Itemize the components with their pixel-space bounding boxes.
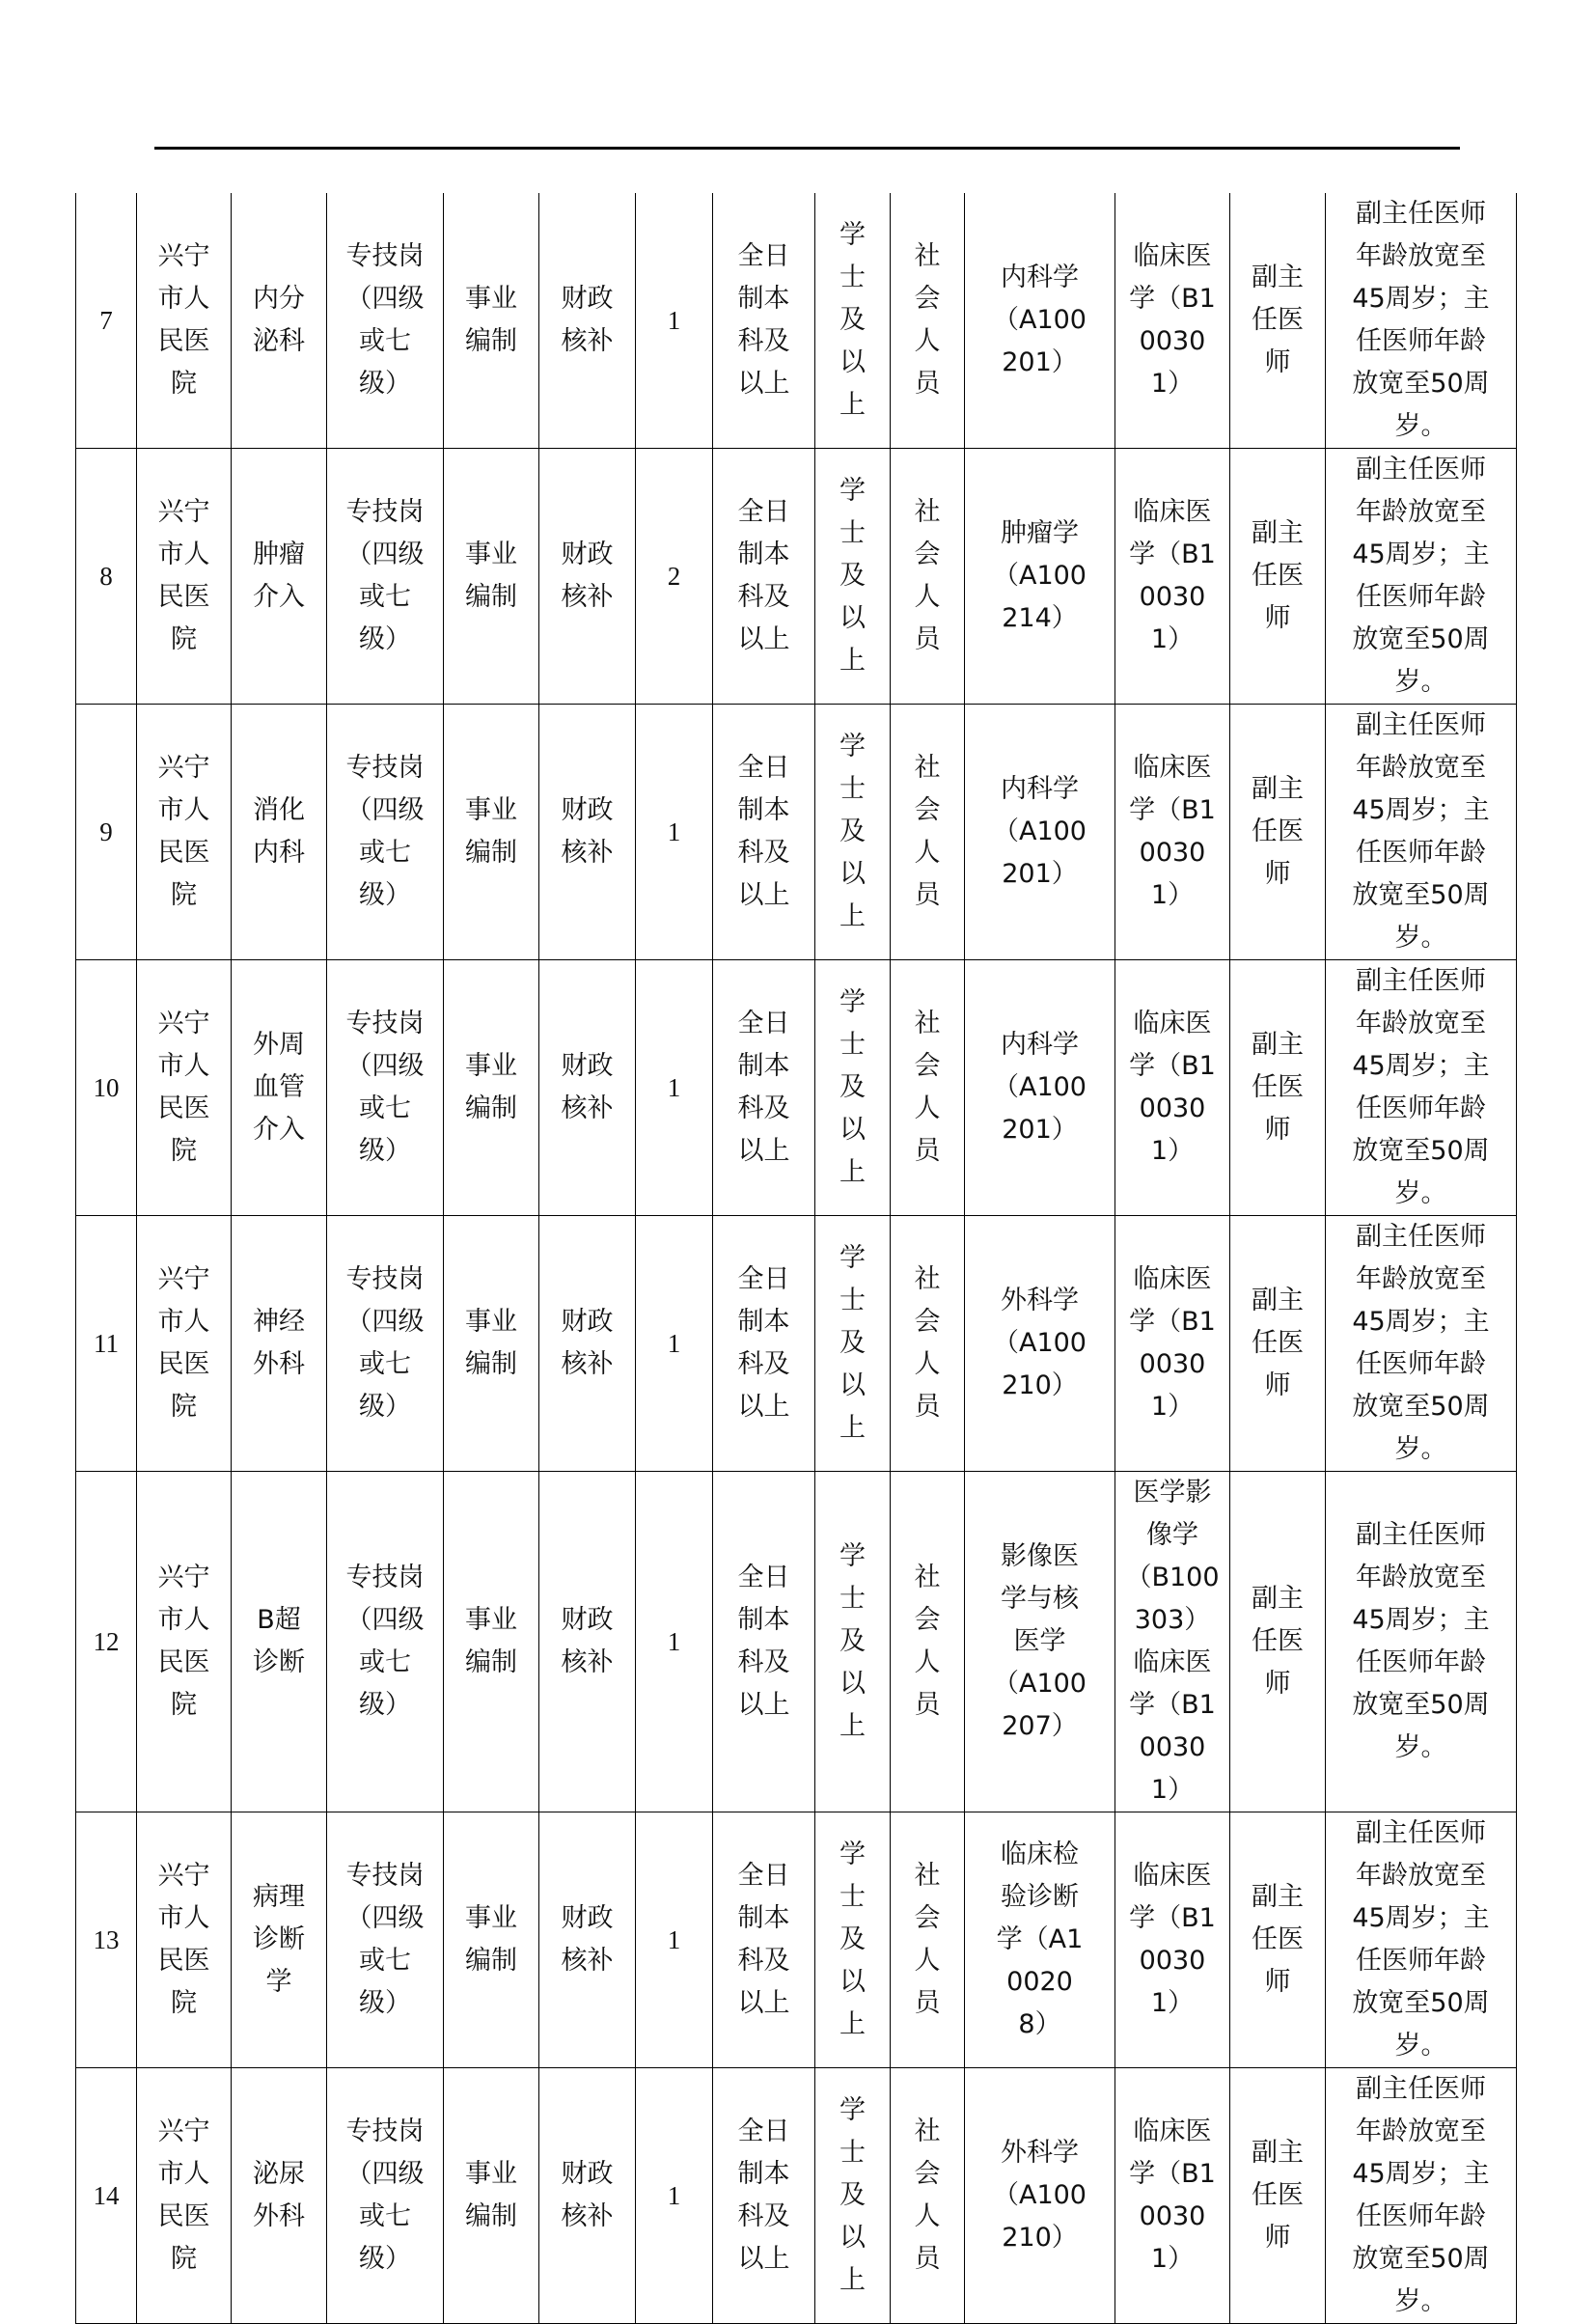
cell-title: 副主任医师: [1230, 2068, 1326, 2324]
cell-post: 专技岗（四级或七级）: [327, 960, 444, 1216]
cell-funding: 财政核补: [539, 2068, 636, 2324]
table-row: [76, 2068, 1517, 2324]
cell-count: 2: [636, 449, 713, 705]
cell-count: 1: [636, 1472, 713, 1812]
cell-employer: 兴宁市人民医院: [137, 1812, 232, 2068]
cell-major-a: 肿瘤学（A100214）: [965, 449, 1115, 705]
cell-notes: 副主任医师年龄放宽至45周岁；主任医师年龄放宽至50周岁。: [1326, 1216, 1517, 1472]
cell-degree: 学士及以上: [815, 705, 891, 960]
cell-funding: 财政核补: [539, 449, 636, 705]
cell-education: 全日制本科及以上: [713, 705, 815, 960]
cell-major-b: 临床医学（B100301）: [1115, 1216, 1230, 1472]
cell-education: 全日制本科及以上: [713, 960, 815, 1216]
cell-dept: B超诊断: [232, 1472, 327, 1812]
cell-staffing: 事业编制: [444, 960, 539, 1216]
cell-funding: 财政核补: [539, 1812, 636, 2068]
cell-post: 专技岗（四级或七级）: [327, 1216, 444, 1472]
cell-education: 全日制本科及以上: [713, 2068, 815, 2324]
cell-major-a: 内科学（A100201）: [965, 193, 1115, 449]
cell-target: 社会人员: [891, 1812, 965, 2068]
cell-dept: 病理诊断学: [232, 1812, 327, 2068]
cell-major-b: 临床医学（B100301）: [1115, 449, 1230, 705]
cell-staffing: 事业编制: [444, 1216, 539, 1472]
cell-target: 社会人员: [891, 1216, 965, 1472]
cell-staffing: 事业编制: [444, 193, 539, 449]
cell-target: 社会人员: [891, 449, 965, 705]
cell-post: 专技岗（四级或七级）: [327, 1812, 444, 2068]
cell-funding: 财政核补: [539, 960, 636, 1216]
cell-major-b: 临床医学（B100301）: [1115, 960, 1230, 1216]
cell-notes: 副主任医师年龄放宽至45周岁；主任医师年龄放宽至50周岁。: [1326, 2068, 1517, 2324]
cell-funding: 财政核补: [539, 1472, 636, 1812]
cell-staffing: 事业编制: [444, 2068, 539, 2324]
cell-notes: 副主任医师年龄放宽至45周岁；主任医师年龄放宽至50周岁。: [1326, 705, 1517, 960]
cell-education: 全日制本科及以上: [713, 1216, 815, 1472]
cell-major-a: 外科学（A100210）: [965, 1216, 1115, 1472]
cell-post: 专技岗（四级或七级）: [327, 1472, 444, 1812]
cell-degree: 学士及以上: [815, 2068, 891, 2324]
cell-degree: 学士及以上: [815, 449, 891, 705]
cell-dept: 泌尿外科: [232, 2068, 327, 2324]
cell-major-b: 医学影像学（B100303）临床医学（B100301）: [1115, 1472, 1230, 1812]
cell-funding: 财政核补: [539, 193, 636, 449]
cell-degree: 学士及以上: [815, 193, 891, 449]
cell-title: 副主任医师: [1230, 960, 1326, 1216]
cell-no: 13: [76, 1812, 137, 2068]
cell-education: 全日制本科及以上: [713, 449, 815, 705]
cell-major-a: 临床检验诊断学（A100208）: [965, 1812, 1115, 2068]
cell-post: 专技岗（四级或七级）: [327, 2068, 444, 2324]
cell-target: 社会人员: [891, 193, 965, 449]
cell-major-b: 临床医学（B100301）: [1115, 2068, 1230, 2324]
cell-degree: 学士及以上: [815, 1216, 891, 1472]
cell-count: 1: [636, 960, 713, 1216]
cell-no: 7: [76, 193, 137, 449]
cell-title: 副主任医师: [1230, 1812, 1326, 2068]
cell-count: 1: [636, 193, 713, 449]
cell-target: 社会人员: [891, 2068, 965, 2324]
cell-title: 副主任医师: [1230, 1472, 1326, 1812]
cell-employer: 兴宁市人民医院: [137, 449, 232, 705]
cell-dept: 消化内科: [232, 705, 327, 960]
cell-employer: 兴宁市人民医院: [137, 2068, 232, 2324]
cell-degree: 学士及以上: [815, 1472, 891, 1812]
cell-dept: 神经外科: [232, 1216, 327, 1472]
cell-target: 社会人员: [891, 1472, 965, 1812]
cell-major-a: 外科学（A100210）: [965, 2068, 1115, 2324]
cell-no: 14: [76, 2068, 137, 2324]
table-row: [76, 449, 1517, 705]
cell-dept: 外周血管介入: [232, 960, 327, 1216]
cell-funding: 财政核补: [539, 1216, 636, 1472]
cell-staffing: 事业编制: [444, 705, 539, 960]
cell-dept: 肿瘤介入: [232, 449, 327, 705]
header-rule: [154, 147, 1460, 150]
cell-title: 副主任医师: [1230, 193, 1326, 449]
cell-notes: 副主任医师年龄放宽至45周岁；主任医师年龄放宽至50周岁。: [1326, 449, 1517, 705]
cell-dept: 内分泌科: [232, 193, 327, 449]
table-row: [76, 1472, 1517, 1812]
cell-count: 1: [636, 1812, 713, 2068]
table-row: [76, 193, 1517, 449]
cell-employer: 兴宁市人民医院: [137, 193, 232, 449]
cell-title: 副主任医师: [1230, 449, 1326, 705]
cell-staffing: 事业编制: [444, 449, 539, 705]
cell-staffing: 事业编制: [444, 1812, 539, 2068]
table-row: [76, 1216, 1517, 1472]
cell-major-a: 影像医学与核医学（A100207）: [965, 1472, 1115, 1812]
cell-major-b: 临床医学（B100301）: [1115, 1812, 1230, 2068]
cell-post: 专技岗（四级或七级）: [327, 449, 444, 705]
cell-education: 全日制本科及以上: [713, 193, 815, 449]
cell-no: 10: [76, 960, 137, 1216]
cell-major-b: 临床医学（B100301）: [1115, 193, 1230, 449]
cell-notes: 副主任医师年龄放宽至45周岁；主任医师年龄放宽至50周岁。: [1326, 1472, 1517, 1812]
cell-notes: 副主任医师年龄放宽至45周岁；主任医师年龄放宽至50周岁。: [1326, 193, 1517, 449]
table-row: [76, 960, 1517, 1216]
cell-notes: 副主任医师年龄放宽至45周岁；主任医师年龄放宽至50周岁。: [1326, 1812, 1517, 2068]
cell-degree: 学士及以上: [815, 960, 891, 1216]
cell-education: 全日制本科及以上: [713, 1812, 815, 2068]
cell-target: 社会人员: [891, 960, 965, 1216]
cell-education: 全日制本科及以上: [713, 1472, 815, 1812]
cell-employer: 兴宁市人民医院: [137, 1216, 232, 1472]
cell-notes: 副主任医师年龄放宽至45周岁；主任医师年龄放宽至50周岁。: [1326, 960, 1517, 1216]
cell-no: 11: [76, 1216, 137, 1472]
cell-employer: 兴宁市人民医院: [137, 960, 232, 1216]
table-row: [76, 705, 1517, 960]
cell-staffing: 事业编制: [444, 1472, 539, 1812]
cell-count: 1: [636, 1216, 713, 1472]
cell-funding: 财政核补: [539, 705, 636, 960]
cell-employer: 兴宁市人民医院: [137, 705, 232, 960]
cell-no: 9: [76, 705, 137, 960]
cell-employer: 兴宁市人民医院: [137, 1472, 232, 1812]
cell-count: 1: [636, 2068, 713, 2324]
cell-major-a: 内科学（A100201）: [965, 705, 1115, 960]
cell-degree: 学士及以上: [815, 1812, 891, 2068]
cell-no: 12: [76, 1472, 137, 1812]
cell-count: 1: [636, 705, 713, 960]
cell-post: 专技岗（四级或七级）: [327, 705, 444, 960]
cell-major-b: 临床医学（B100301）: [1115, 705, 1230, 960]
cell-post: 专技岗（四级或七级）: [327, 193, 444, 449]
cell-no: 8: [76, 449, 137, 705]
cell-target: 社会人员: [891, 705, 965, 960]
recruitment-table: [75, 193, 1517, 2324]
cell-major-a: 内科学（A100201）: [965, 960, 1115, 1216]
cell-title: 副主任医师: [1230, 705, 1326, 960]
cell-title: 副主任医师: [1230, 1216, 1326, 1472]
table-row: [76, 1812, 1517, 2068]
